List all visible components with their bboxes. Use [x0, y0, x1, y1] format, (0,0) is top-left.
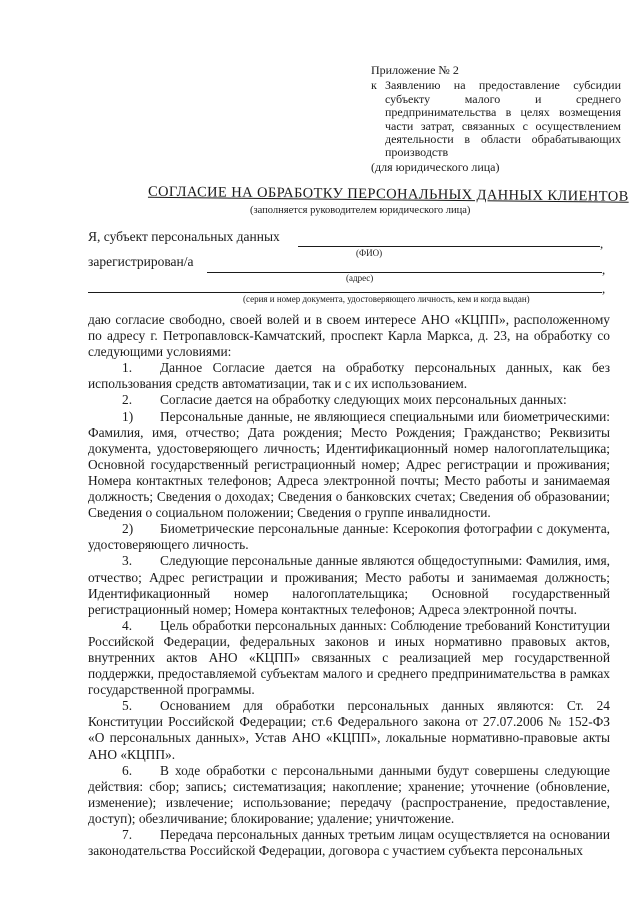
paragraph-number: 2.	[122, 392, 133, 408]
paragraph-number: 2)	[122, 521, 134, 537]
paragraph-text: В ходе обработки с персональными данными будут совершены следующие действия: сбор; запись; систематизация; накопление; хранение; уточнение (обновление, изменение); извлечение; использование; передачу (распространение, предоставление, доступ); обезличивание; блокирование; удаление; уничтожение.	[88, 762, 610, 826]
document-comma: ,	[602, 281, 606, 296]
paragraph-text: Согласие дается на обработку следующих моих персональных данных:	[160, 392, 567, 408]
appendix-note: (для юридического лица)	[371, 159, 500, 174]
fio-hint: (ФИО)	[356, 248, 383, 258]
paragraph-2-2	[88, 521, 610, 553]
paragraph-2-1	[88, 409, 610, 522]
registered-label: зарегистрирован/а	[88, 254, 194, 269]
paragraph-text: Следующие персональные данные являются общедоступными: Фамилия, имя, отчество; Адрес регистрации и проживания; Место работы и занимаемая должность; Идентификационный номер налогоплательщика; Основной государственный регистрационный номер; Номера контактных телефонов; Адреса электронной почты.	[88, 553, 610, 617]
appendix-title: Приложение № 2	[371, 63, 459, 77]
paragraph-number: 4.	[122, 617, 133, 633]
paragraph-5	[88, 698, 610, 762]
paragraph-2	[88, 392, 610, 408]
paragraph-text: Биометрические персональные данные: Ксерокопия фотографии с документа, удостоверяющего личность.	[88, 521, 610, 553]
paragraph-1	[88, 360, 610, 392]
paragraph-3	[88, 553, 610, 617]
paragraph-number: 6.	[122, 762, 133, 778]
intro-paragraph: даю согласие свободно, своей волей и в своем интересе АНО «КЦПП», расположенному по адресу г. Петропавловск-Камчатский, проспект Карла Маркса, д. 23, на обработку со следующими условиями:	[88, 312, 610, 360]
paragraph-text: Данное Согласие дается на обработку персональных данных, как без использования средств автоматизации, так и с их использованием.	[88, 360, 610, 392]
paragraph-number: 5.	[122, 698, 133, 714]
fio-field[interactable]	[298, 246, 600, 247]
paragraph-number: 3.	[122, 553, 133, 569]
paragraph-text: Основанием для обработки персональных данных являются: Ст. 24 Конституции Российской Федерации; ст.6 Федерального закона от 27.07.2006 № 152-ФЗ «О персональных данных», Устав АНО «КЦПП», локальные нормативно-правовые акты АНО «КЦПП».	[88, 698, 610, 762]
appendix-text: Заявлению на предоставление субсидии субъекту малого и среднего предпринимательства в целях возмещения части затрат, связанных с осуществлением деятельности в области обрабатывающих производств	[385, 78, 621, 160]
document-subtitle: (заполняется руководителем юридического лица)	[250, 205, 471, 216]
appendix-block	[371, 64, 621, 174]
paragraph-number: 1.	[122, 360, 133, 376]
consent-body	[88, 312, 610, 859]
paragraph-6	[88, 763, 610, 827]
paragraph-7	[88, 827, 610, 859]
address-hint: (адрес)	[346, 273, 374, 283]
address-field[interactable]	[207, 272, 602, 273]
address-comma: ,	[602, 262, 606, 277]
paragraph-text: Передача персональных данных третьим лицам осуществляется на основании законодательства Российской Федерации, договора с участием субъекта персональных	[88, 827, 610, 859]
paragraph-text: Персональные данные, не являющиеся специальными или биометрическими: Фамилия, имя, отчество; Дата рождения; Место Рождения; Гражданство; Реквизиты документа, удостоверяющего личность; Идентификационный номер налогоплательщика; Основной государственный регистрационный номер; Адрес регистрации и проживания; Номера контактных телефонов; Адреса электронной почты; Место работы и занимаемая должность; Сведения о доходах; Сведения о банковских счетах; Сведения об образовании; Сведения о социальном положении; Сведения о группе инвалидности.	[88, 408, 610, 521]
paragraph-4	[88, 618, 610, 698]
paragraph-text: Цель обработки персональных данных: Соблюдение требований Конституции Российской Федерации, федеральных законов и иных нормативно правовых актов, внутренних актов АНО «КЦПП» связанных с реализацией мер государственной поддержки, предоставляемой субъектам малого и среднего предпринимательства в рамках государственной программы.	[88, 617, 610, 698]
document-hint: (серия и номер документа, удостоверяющего личность, кем и когда выдан)	[243, 294, 530, 304]
appendix-k: к	[371, 78, 377, 93]
paragraph-number: 1)	[122, 408, 134, 424]
paragraph-number: 7.	[122, 827, 133, 842]
subject-label: Я, субъект персональных данных	[88, 229, 280, 244]
document-field[interactable]	[88, 292, 602, 293]
document-title: СОГЛАСИЕ НА ОБРАБОТКУ ПЕРСОНАЛЬНЫХ ДАННЫХ КЛИЕНТОВ	[147, 183, 629, 205]
appendix-row	[371, 79, 621, 159]
fio-comma: ,	[600, 236, 604, 251]
